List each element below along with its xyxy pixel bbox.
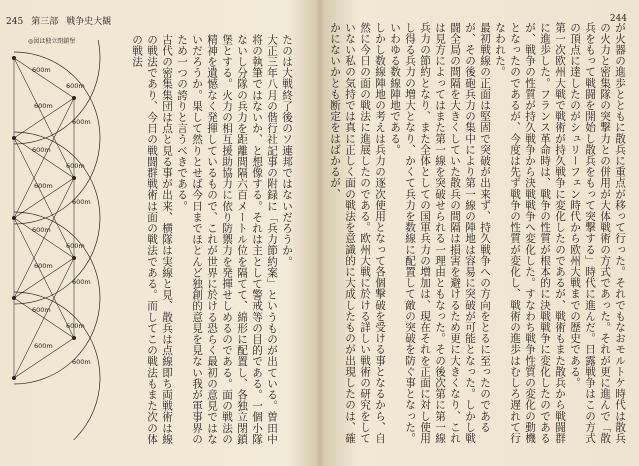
- distance-label: 600m: [34, 262, 53, 270]
- right-paragraph: しかし数線陣地の考えは兵力の逐次使用となって各個撃破を受ける事となるから、自然に今日の面の戦法に進展したのである。欧州大戦に於ける詳しい戦術の研究をしていない私の気持では真に正しく面の戦法を意識的に大成したものが出現したのは、確かにないかとも断定をはばかるが、: [329, 22, 386, 444]
- strongpoint-mark: [72, 256, 76, 260]
- right-paragraph: 最初戦線の正面は堅固で突破が出来ず、持久戦争への方向をとるに至ったのであるが、その後砲兵力の集中により第一線の陣地は容易に突破が可能となった。しかし戦闘全局の間隔を大きくしていた散兵の間隔は損害を避けるため更に大きくなり、これは見方によってはまた第一線を突破せられる一理由ともなった。その後次第に第一線兵力の節約となり、また全体としての国軍兵力の増加は、現在それを正面に対し使用し得る兵力の増大となり、かくて兵力を数線に配置して敵の突破を防ぐ事となった。いわゆる数線陣地である。: [389, 22, 491, 444]
- distance-label: 600m: [32, 306, 51, 314]
- left-page-body: [128, 34, 294, 450]
- distance-label: 600m: [32, 146, 51, 154]
- strongpoint-mark: [12, 216, 16, 220]
- distance-label: 600m: [66, 82, 85, 90]
- fire-line: [14, 258, 74, 378]
- strongpoint-mark: [72, 96, 76, 100]
- distance-label: 600m: [72, 278, 91, 286]
- fire-line: [14, 58, 74, 98]
- right-paragraph: が火器の進歩とともに散兵に重点が移って行った。それでもなおモルトケ時代は散兵の火力と密集隊の突撃力との併用が大体戦術の方式であった。それが更に進んで「散兵をもって戦闘を開始し散兵をもって突撃する」時代に進んだ。日露戦争はこの方式の頂点に達したのがシュリーフェン時代から欧州大戦までの歴史である。: [569, 22, 626, 444]
- distance-label: 600m: [72, 118, 91, 126]
- running-title: 戦争史大観: [66, 17, 112, 27]
- right-page: [321, 0, 639, 466]
- part-label: 第三部: [31, 17, 59, 27]
- fire-line: [14, 98, 74, 218]
- distance-label: 600m: [34, 182, 53, 190]
- distance-label: 600m: [32, 66, 51, 74]
- range-arc: [14, 40, 100, 144]
- distance-label: 600m: [66, 162, 85, 170]
- right-paragraph: 第一次欧州大戦で戦術が持久戦争に変化したのであるが、戦術もまた散兵から戦闘群に進歩した。フランス革命時は、戦争の性質が根本的に決戦戦争に変化したのであるが、戦争の性質が持久戦争から決戦戦争へ変化した。すなわち戦争性質の変化の動機となったのであるが、今度は先ず戦争の性質が変化し、戦術の進歩はむしろ遅れて行なわれた。: [494, 22, 566, 444]
- distance-label: 600m: [66, 242, 85, 250]
- strongpoint-mark: [12, 56, 16, 60]
- strongpoint-mark: [12, 136, 16, 140]
- distance-label: 600m: [34, 342, 53, 350]
- strongpoint-mark: [72, 176, 76, 180]
- strongpoint-mark: [12, 296, 16, 300]
- right-page-body: [331, 22, 627, 450]
- left-page-header: [6, 14, 111, 27]
- strongpoint-mark: [12, 376, 16, 380]
- left-page-number: 245: [6, 17, 24, 27]
- distance-label: 600m: [66, 322, 85, 330]
- left-paragraph: 大正三年八月の偕行社記事の附録に「兵力節約案」というものが出ている。曽田中将の執筆ではないか、と想像する。それは主として警戒等の目的である。一個小隊ないし分隊の兵力を距離間隔六百メートル位を隔てて、綿形に配置し、各独立閉鎖堡とする。火力の相互援助協力に依り防禦力を発揮せしめるのである。面の戦法の精神を遺憾なく発揮しているもので、これが世界に於ける恐らく最初の意見ではないだろうか。果して然りとせば今日までほとんど独創的意見を見ない我が軍事界のため一つの誇りと言うべきである。: [176, 34, 278, 445]
- left-page: [0, 0, 318, 466]
- figure-caption: ◎図は独立閉鎖堡: [28, 38, 76, 45]
- fire-line: [14, 178, 74, 298]
- strongpoint-figure: [4, 40, 122, 440]
- range-arc: [14, 292, 100, 440]
- distance-label: 600m: [72, 358, 91, 366]
- left-paragraph: たのは大戦終了後のソ連邦ではないだろうか。: [281, 34, 293, 268]
- distance-label: 600m: [32, 226, 51, 234]
- right-page-number: 244: [609, 14, 627, 24]
- left-paragraph: 古代の密集集団は点と見る事が出来、横隊は実線と見、散兵は点線即ち両戦術は線の戦法であり、今日の戦闘群戦術は面の戦法である。而してこの戦法もまた次の体の戦法: [131, 34, 173, 445]
- distance-label: 600m: [72, 198, 91, 206]
- distance-label: 600m: [34, 102, 53, 110]
- strongpoint-mark: [72, 336, 76, 340]
